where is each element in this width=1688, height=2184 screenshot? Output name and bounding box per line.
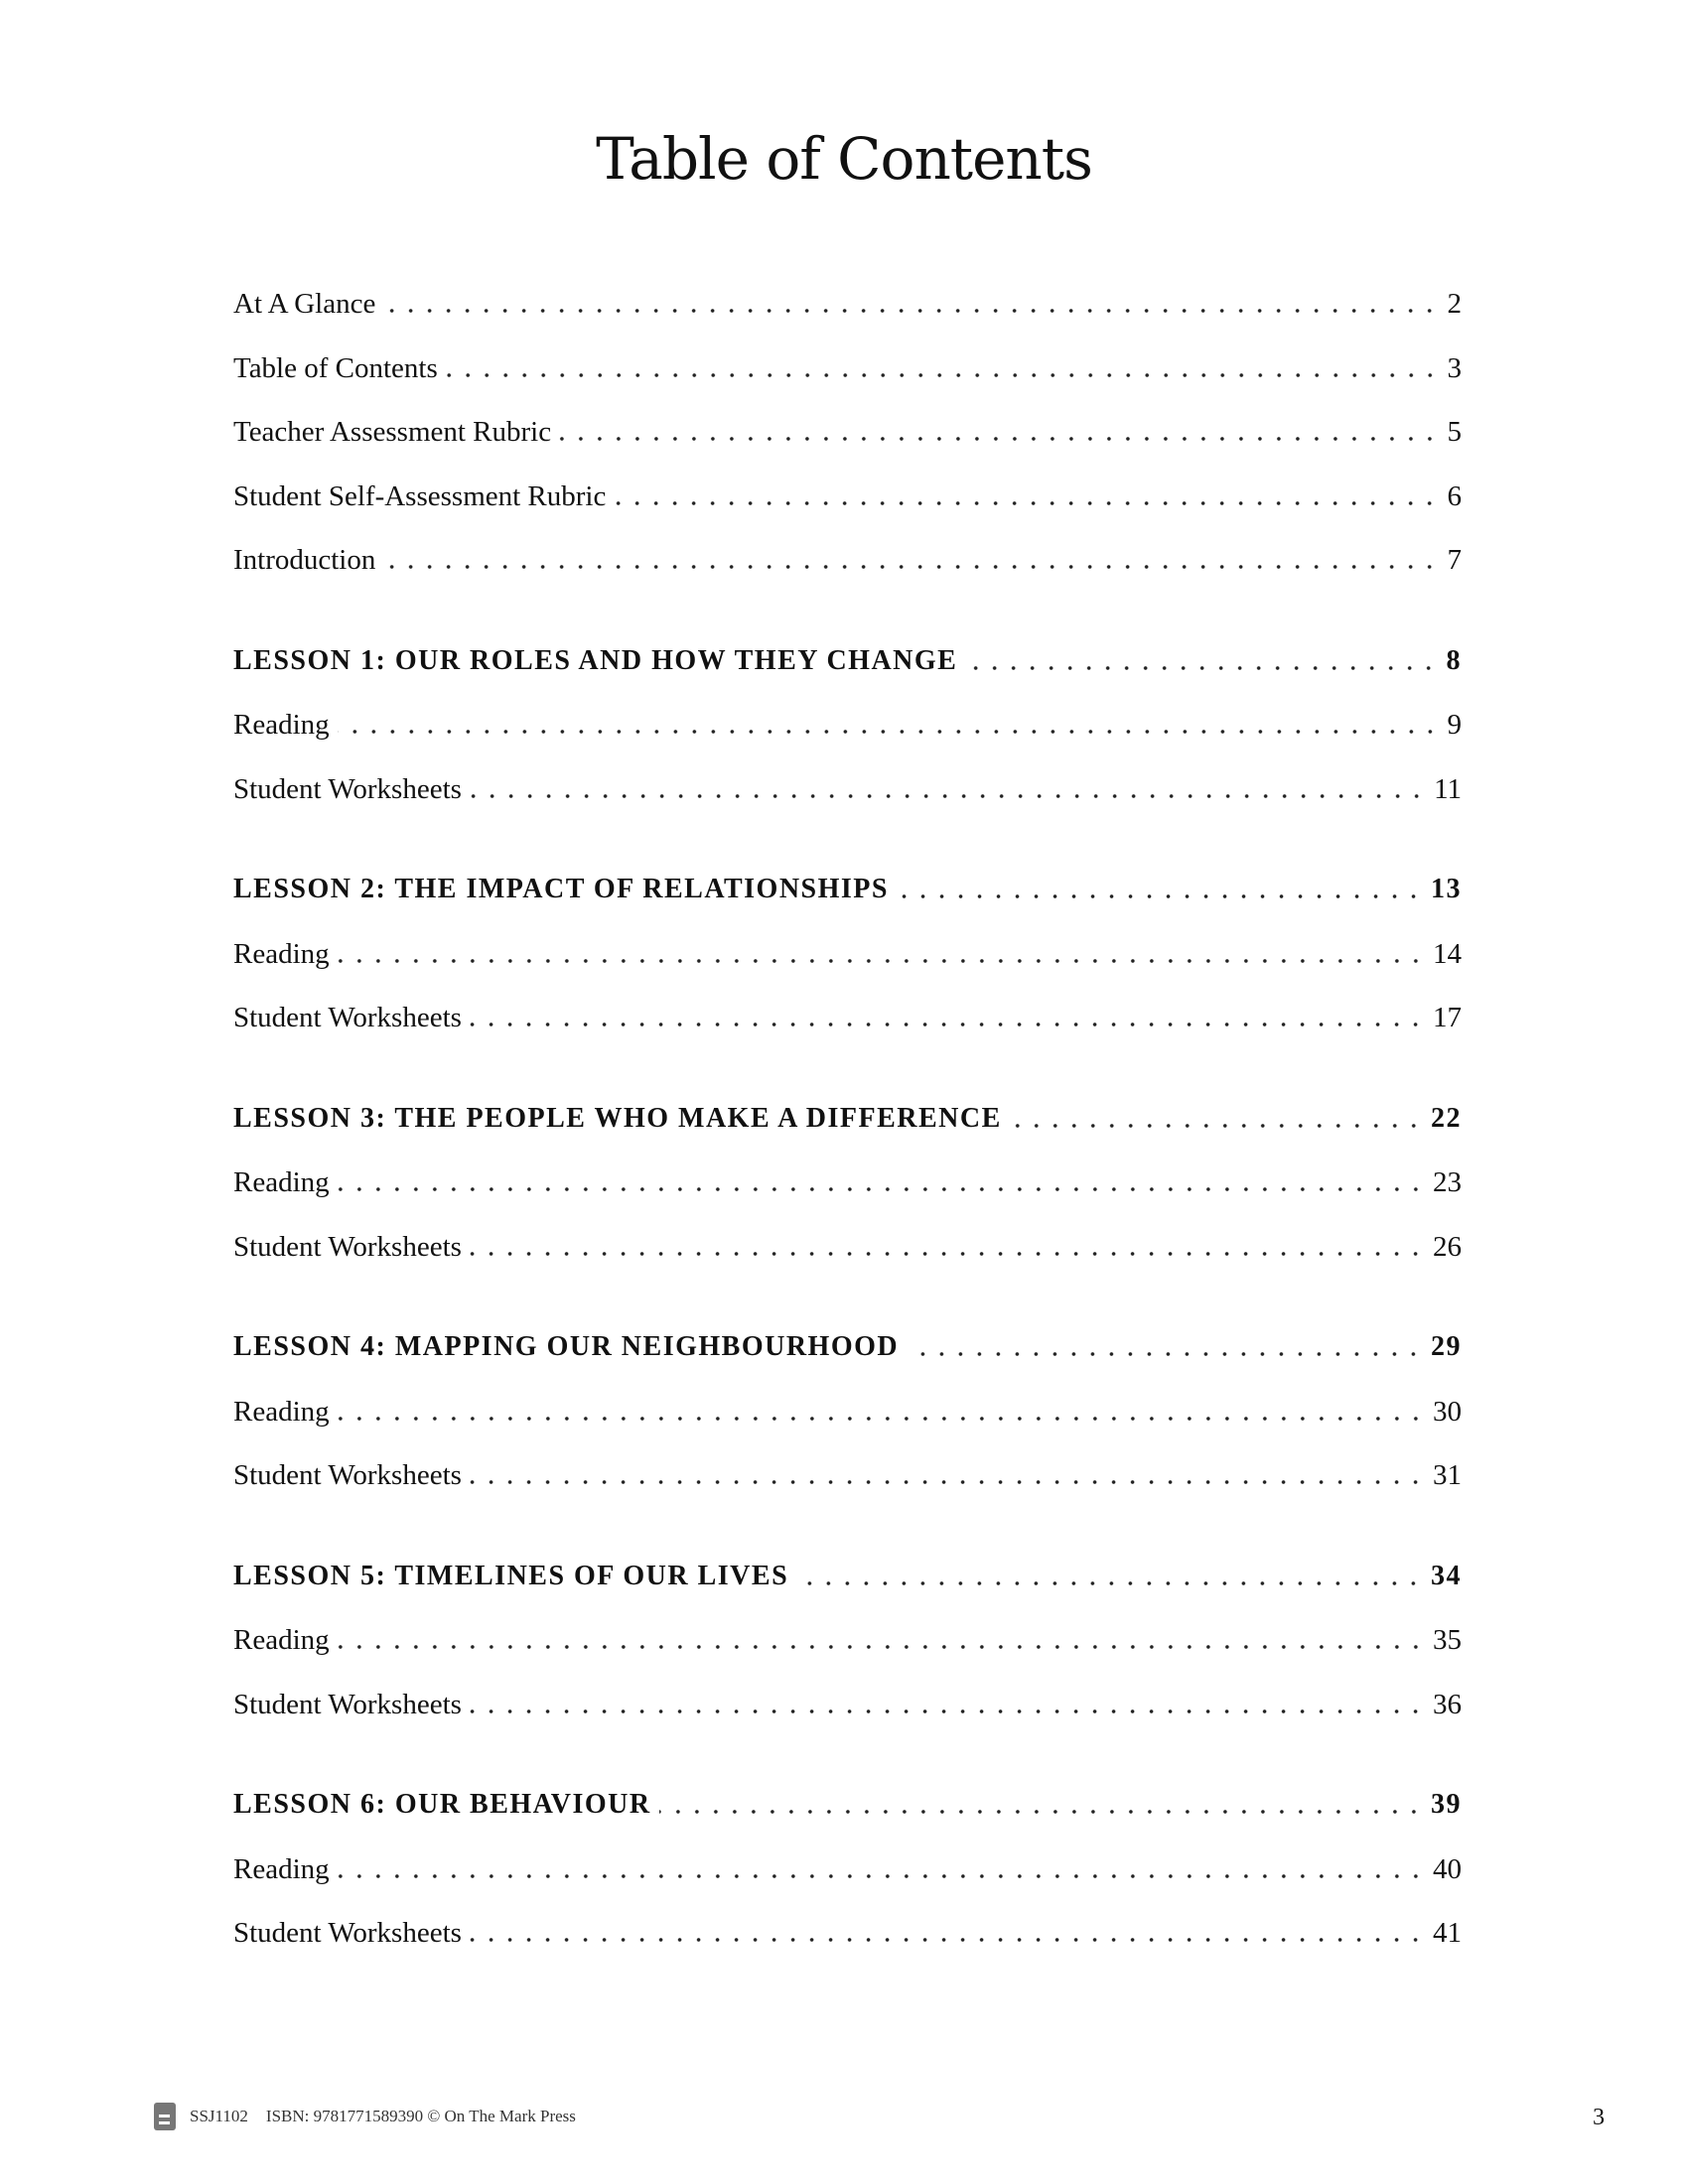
lesson-group — [233, 1545, 1462, 1737]
toc-entry[interactable] — [233, 1380, 1462, 1444]
toc-entry-label: LESSON 1: OUR ROLES AND HOW THEY CHANGE — [233, 644, 958, 676]
toc-entry-page: 8 — [1446, 644, 1462, 676]
toc-entry[interactable] — [233, 757, 1462, 822]
toc-entry-label: Reading — [233, 1395, 330, 1428]
toc-entry-label: Student Worksheets — [233, 1459, 462, 1491]
toc-entry-page: 29 — [1431, 1331, 1462, 1362]
toc-entry-page: 6 — [1447, 479, 1462, 512]
toc-entry-label: Reading — [233, 937, 330, 970]
dot-leader — [897, 894, 1423, 898]
lesson-heading[interactable] — [233, 1315, 1462, 1380]
toc-entry-page: 39 — [1431, 1789, 1462, 1820]
dot-leader — [470, 1023, 1425, 1026]
lesson-heading[interactable] — [233, 1087, 1462, 1152]
dot-leader — [470, 1480, 1425, 1484]
lesson-heading[interactable] — [233, 858, 1462, 922]
toc-entry-label: Student Worksheets — [233, 772, 462, 805]
dot-leader — [796, 1581, 1423, 1585]
dot-leader — [559, 437, 1439, 441]
dot-leader — [1010, 1124, 1423, 1128]
dot-leader — [338, 1874, 1425, 1878]
lesson-heading[interactable] — [233, 629, 1462, 694]
book-logo-icon — [154, 2103, 176, 2130]
isbn-copyright: ISBN: 9781771589390 © On The Mark Press — [265, 2107, 576, 2125]
lesson-heading[interactable] — [233, 1773, 1462, 1838]
toc-entry-label: LESSON 6: OUR BEHAVIOUR — [233, 1789, 651, 1820]
dot-leader — [470, 1709, 1425, 1713]
lesson-group — [233, 1315, 1462, 1508]
toc-entry[interactable] — [233, 272, 1462, 337]
toc-entry[interactable] — [233, 693, 1462, 757]
toc-entry-label: LESSON 3: THE PEOPLE WHO MAKE A DIFFERENCE — [233, 1102, 1002, 1134]
dot-leader — [659, 1810, 1423, 1814]
toc-entry-label: Student Worksheets — [233, 1230, 462, 1263]
toc-entry-page: 3 — [1447, 351, 1462, 384]
toc-entry-page: 7 — [1447, 544, 1462, 576]
toc-entry-label: Reading — [233, 1852, 330, 1885]
dot-leader — [470, 1938, 1425, 1942]
toc-entry-page: 14 — [1433, 937, 1462, 970]
toc-entry-page: 17 — [1433, 1002, 1462, 1033]
toc-entry-page: 22 — [1431, 1102, 1462, 1134]
table-of-contents — [233, 272, 1462, 1966]
page-title: Table of Contents — [596, 125, 1092, 193]
dot-leader — [383, 309, 1439, 313]
dot-leader — [338, 730, 1440, 734]
toc-entry-page: 36 — [1433, 1688, 1462, 1720]
toc-entry[interactable] — [233, 1901, 1462, 1966]
toc-entry-page: 5 — [1447, 416, 1462, 448]
toc-entry-label: Student Worksheets — [233, 1002, 462, 1033]
toc-entry-label: Reading — [233, 709, 330, 741]
dot-leader — [470, 1252, 1425, 1256]
toc-entry[interactable] — [233, 1838, 1462, 1902]
dot-leader — [965, 666, 1438, 670]
footer — [154, 2103, 594, 2130]
dot-leader — [383, 565, 1439, 569]
dot-leader — [338, 1645, 1425, 1649]
lesson-group — [233, 1773, 1462, 1966]
toc-entry-label: Student Worksheets — [233, 1917, 462, 1949]
toc-entry-label: Reading — [233, 1624, 330, 1656]
toc-entry-label: Teacher Assessment Rubric — [233, 416, 552, 448]
dot-leader — [470, 794, 1426, 798]
lesson-group — [233, 629, 1462, 822]
dot-leader — [338, 959, 1425, 963]
toc-entry-label: LESSON 4: MAPPING OUR NEIGHBOURHOOD — [233, 1331, 900, 1362]
toc-entry[interactable] — [233, 528, 1462, 593]
toc-entry[interactable] — [233, 1608, 1462, 1673]
lesson-group — [233, 858, 1462, 1050]
toc-entry-label: Student Worksheets — [233, 1688, 462, 1720]
toc-entry[interactable] — [233, 1673, 1462, 1737]
toc-entry[interactable] — [233, 922, 1462, 987]
toc-entry-page: 35 — [1433, 1624, 1462, 1656]
toc-entry[interactable] — [233, 1443, 1462, 1508]
toc-entry-label: Table of Contents — [233, 351, 438, 384]
lesson-group — [233, 1087, 1462, 1280]
toc-entry[interactable] — [233, 986, 1462, 1050]
toc-entry-label: At A Glance — [233, 288, 376, 320]
toc-entry-page: 2 — [1447, 288, 1462, 320]
dot-leader — [446, 373, 1440, 377]
toc-entry-label: Student Self-Assessment Rubric — [233, 479, 607, 512]
toc-entry-label: Introduction — [233, 544, 376, 576]
page-number: 3 — [1593, 2105, 1605, 2130]
dot-leader — [614, 501, 1439, 505]
toc-entry-label: LESSON 5: TIMELINES OF OUR LIVES — [233, 1560, 789, 1591]
toc-entry-page: 23 — [1433, 1166, 1462, 1198]
dot-leader — [338, 1417, 1425, 1421]
dot-leader — [338, 1187, 1425, 1191]
toc-entry[interactable] — [233, 337, 1462, 401]
toc-entry-page: 31 — [1433, 1459, 1462, 1491]
toc-entry-page: 30 — [1433, 1395, 1462, 1428]
dot-leader — [907, 1352, 1423, 1356]
toc-entry-page: 26 — [1433, 1230, 1462, 1263]
lesson-heading[interactable] — [233, 1545, 1462, 1609]
toc-entry-page: 34 — [1431, 1560, 1462, 1591]
toc-entry[interactable] — [233, 400, 1462, 465]
toc-entry-label: LESSON 2: THE IMPACT OF RELATIONSHIPS — [233, 874, 889, 904]
toc-entry-page: 9 — [1447, 709, 1462, 741]
toc-entry-page: 41 — [1433, 1917, 1462, 1949]
toc-entry[interactable] — [233, 465, 1462, 529]
toc-entry-page: 11 — [1434, 772, 1462, 805]
toc-entry-page: 40 — [1433, 1852, 1462, 1885]
toc-entry-page: 13 — [1431, 874, 1462, 904]
product-code: SSJ1102 — [190, 2107, 248, 2125]
toc-entry[interactable] — [233, 1151, 1462, 1215]
toc-entry[interactable] — [233, 1215, 1462, 1280]
toc-entry-label: Reading — [233, 1166, 330, 1198]
